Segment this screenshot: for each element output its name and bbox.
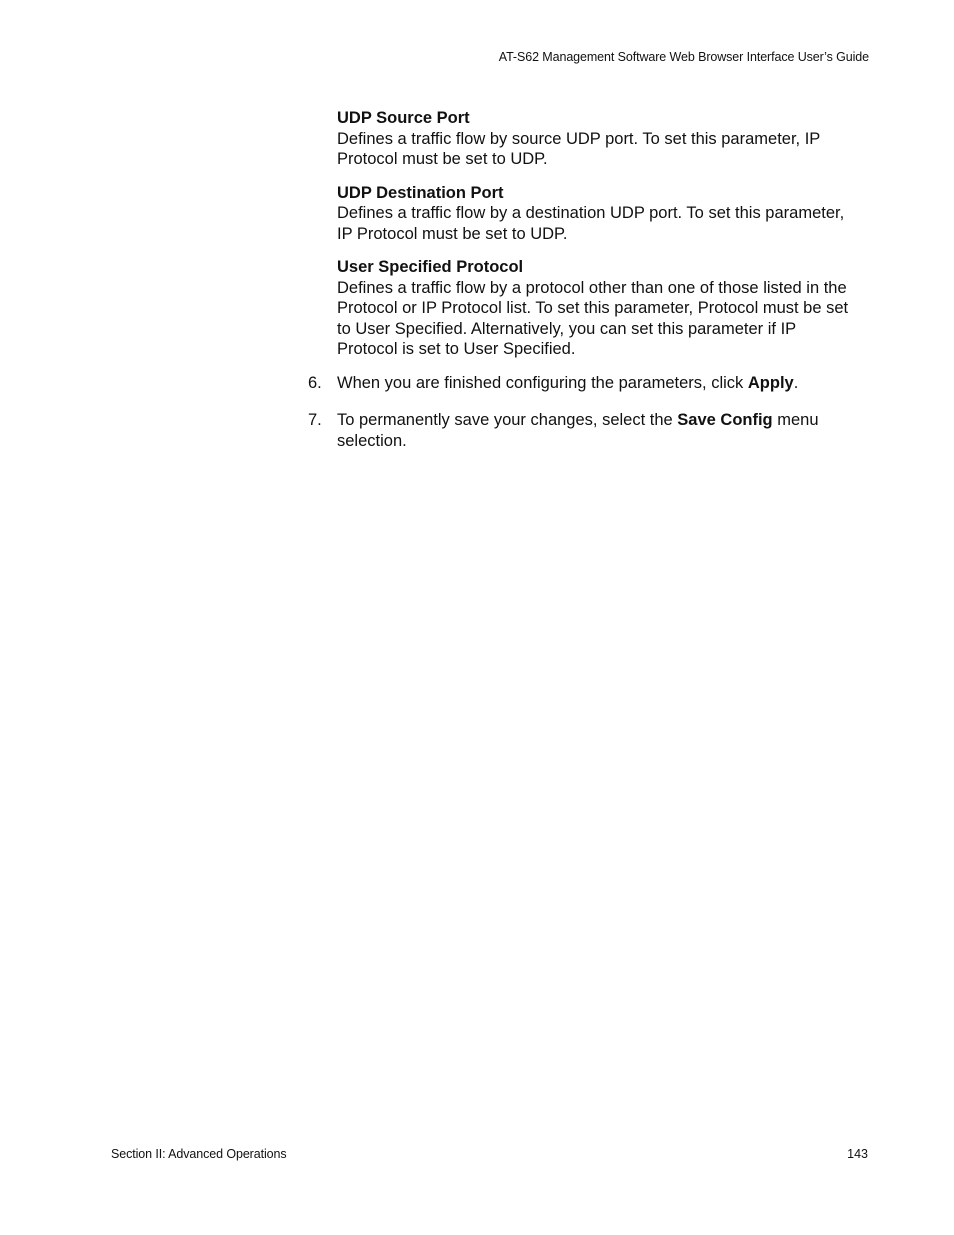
step-number: 6. [308,373,322,392]
save-config-term: Save Config [677,411,773,429]
procedure-steps [308,373,872,452]
description-line: IP Protocol must be set to UDP. [337,224,568,243]
step-7 [308,410,872,451]
apply-term: Apply [747,373,794,392]
description-line: Defines a traffic flow by source UDP port. To set this parameter, IP [337,129,821,148]
step-6 [308,373,872,394]
definition-term: UDP Destination Port [337,183,504,202]
definition-term: User Specified Protocol [337,258,524,276]
step-text [337,373,872,394]
description-line: Protocol must be set to UDP. [337,150,548,168]
step-text-part: When you are finished configuring the parameters, click [337,373,748,392]
page-body [308,108,872,468]
definition-description [337,278,872,360]
definition-user-specified-protocol [337,257,872,360]
step-text-part: selection. [337,431,407,450]
description-line: to User Specified. Alternatively, you can set this parameter if IP [337,319,797,338]
step-text-part: menu [772,411,819,429]
step-text-part: . [793,373,799,392]
running-header: AT-S62 Management Software Web Browser Interface User’s Guide [498,50,869,64]
definition-description [337,129,872,170]
definition-term: UDP Source Port [337,109,470,127]
description-line: Defines a traffic flow by a protocol other than one of those listed in the [337,278,847,297]
step-number: 7. [308,411,322,429]
description-line: Protocol is set to User Specified. [337,340,576,358]
description-line: Protocol or IP Protocol list. To set this parameter, Protocol must be set [337,299,849,317]
step-text [337,410,872,451]
definition-udp-source-port [337,108,872,170]
definition-udp-destination-port [337,183,872,245]
definition-description [337,203,872,244]
page-number: 143 [847,1147,868,1161]
description-line: Defines a traffic flow by a destination UDP port. To set this parameter, [337,204,845,222]
step-text-part: To permanently save your changes, select the [337,411,678,429]
footer-section: Section II: Advanced Operations [111,1147,287,1161]
